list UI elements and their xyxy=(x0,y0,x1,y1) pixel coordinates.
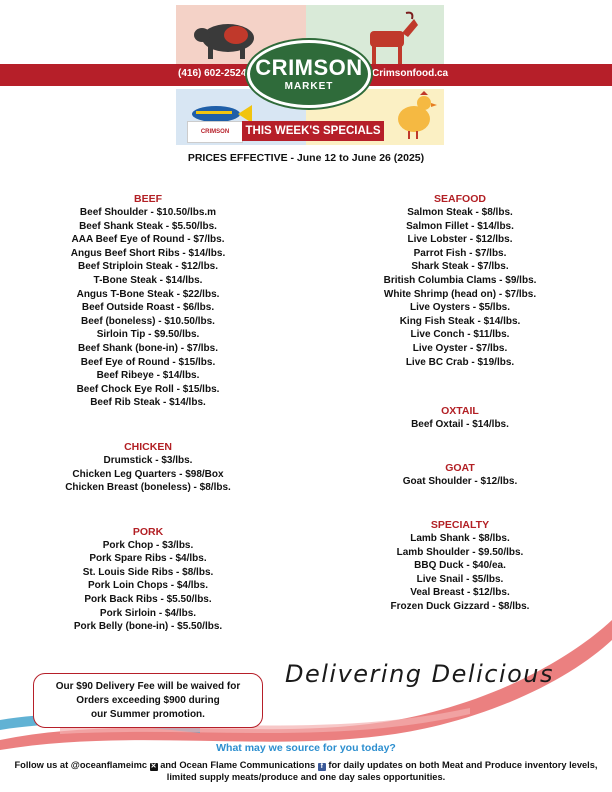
list-item: Beef (boneless) - $10.50/lbs. xyxy=(81,315,215,327)
website-link[interactable]: Crimsonfood.ca xyxy=(372,68,449,79)
section-title: GOAT xyxy=(445,462,475,474)
list-item: Live Oyster - $7/lbs. xyxy=(412,342,508,354)
list-item: Live BC Crab - $19/lbs. xyxy=(405,356,515,368)
beef-section xyxy=(28,193,268,410)
footer xyxy=(0,759,612,783)
list-item: Frozen Duck Gizzard - $8/lbs. xyxy=(390,600,530,612)
list-item: British Columbia Clams - $9/lbs. xyxy=(383,274,537,286)
list-item: Live Snail - $5/lbs. xyxy=(416,573,504,585)
footer-line-1 xyxy=(0,759,612,771)
goat-section xyxy=(340,462,580,489)
list-item: Pork Spare Ribs - $4/lbs. xyxy=(89,553,207,565)
footer-text: for daily updates on both Meat and Produce inventory levels, xyxy=(328,760,598,770)
specials-title: THIS WEEK'S SPECIALS xyxy=(242,121,384,141)
list-item: St. Louis Side Ribs - $8/lbs. xyxy=(82,566,214,578)
tagline: Delivering Delicious xyxy=(285,660,555,688)
list-item: Beef Shoulder - $10.50/lbs.m xyxy=(79,207,217,218)
list-item: Goat Shoulder - $12/lbs. xyxy=(402,476,518,487)
list-item: Lamb Shoulder - $9.50/lbs. xyxy=(396,546,524,558)
list-item: Chicken Breast (boneless) - $8/lbs. xyxy=(65,482,231,494)
left-column xyxy=(28,193,268,665)
list-item: Beef Rib Steak - $14/lbs. xyxy=(90,397,206,409)
list-item: Chicken Leg Quarters - $98/Box xyxy=(72,468,224,480)
list-item: Beef Striploin Steak - $12/lbs. xyxy=(77,261,219,273)
list-item: Angus T-Bone Steak - $22/lbs. xyxy=(76,288,220,300)
list-item: Lamb Shank - $8/lbs. xyxy=(410,533,510,544)
list-item: Parrot Fish - $7/lbs. xyxy=(413,247,507,259)
prices-effective: PRICES EFFECTIVE - June 12 to June 26 (2025) xyxy=(187,152,425,164)
seafood-section xyxy=(340,193,580,369)
logo-name: CRIMSON xyxy=(255,55,363,80)
list-item: Beef Eye of Round - $15/lbs. xyxy=(80,356,216,368)
list-item: Salmon Fillet - $14/lbs. xyxy=(406,220,514,232)
list-item: Beef Outside Roast - $6/lbs. xyxy=(81,302,215,314)
list-item: Pork Belly (bone-in) - $5.50/lbs. xyxy=(73,621,223,633)
crimson-market-logo xyxy=(247,40,371,108)
logo-sub: MARKET xyxy=(284,81,334,92)
mini-logo: CRIMSON xyxy=(187,121,243,143)
footer-text: and Ocean Flame Communications xyxy=(160,760,316,770)
delivery-line: Our $90 Delivery Fee will be waived for xyxy=(55,681,241,692)
list-item: Veal Breast - $12/lbs. xyxy=(410,587,510,599)
x-icon[interactable]: ✕ xyxy=(150,763,157,770)
list-item: T-Bone Steak - $14/lbs. xyxy=(93,274,203,286)
chicken-icon xyxy=(384,91,444,141)
list-item: Pork Sirloin - $4/lbs. xyxy=(99,607,197,619)
footer-text: Follow us at @oceanflameimc xyxy=(14,760,148,770)
delivery-line: our Summer promotion. xyxy=(91,709,205,720)
footer-line-2: limited supply meats/produce and one day sales opportunities. xyxy=(166,772,446,782)
list-item: Pork Back Ribs - $5.50/lbs. xyxy=(84,594,212,606)
list-item: Pork Chop - $3/lbs. xyxy=(102,539,194,551)
list-item: Sirloin Tip - $9.50/lbs. xyxy=(96,329,200,341)
facebook-icon[interactable]: f xyxy=(318,763,326,771)
list-item: Angus Beef Short Ribs - $14/lbs. xyxy=(70,247,226,259)
section-title: OXTAIL xyxy=(441,405,479,417)
list-item: Beef Shank Steak - $5.50/lbs. xyxy=(79,220,217,232)
section-title: PORK xyxy=(132,525,164,538)
list-item: Live Oysters - $5/lbs. xyxy=(409,302,511,314)
list-item: Beef Oxtail - $14/lbs. xyxy=(411,419,509,430)
delivery-notice xyxy=(33,673,263,728)
section-title: SPECIALTY xyxy=(430,519,490,531)
source-question: What may we source for you today? xyxy=(216,742,396,754)
section-title: CHICKEN xyxy=(124,440,172,453)
phone-number: (416) 602-2524 xyxy=(178,68,247,79)
list-item: Pork Loin Chops - $4/lbs. xyxy=(87,580,208,592)
list-item: Shark Steak - $7/lbs. xyxy=(411,261,509,273)
list-item: Drumstick - $3/lbs. xyxy=(103,454,193,466)
oxtail-section xyxy=(340,405,580,432)
list-item: AAA Beef Eye of Round - $7/lbs. xyxy=(71,234,225,246)
section-title: SEAFOOD xyxy=(434,193,486,205)
list-item: Salmon Steak - $8/lbs. xyxy=(407,207,513,218)
list-item: BBQ Duck - $40/ea. xyxy=(414,560,506,572)
list-item: Beef Shank (bone-in) - $7/lbs. xyxy=(77,342,219,354)
chicken-section xyxy=(28,441,268,495)
list-item: Live Conch - $11/lbs. xyxy=(410,329,510,341)
list-item: King Fish Steak - $14/lbs. xyxy=(399,315,521,327)
list-item: Beef Chock Eye Roll - $15/lbs. xyxy=(76,383,220,395)
list-item: Live Lobster - $12/lbs. xyxy=(407,234,513,246)
list-item: White Shrimp (head on) - $7/lbs. xyxy=(383,288,537,300)
section-title: BEEF xyxy=(133,193,162,205)
delivery-line: Orders exceeding $900 during xyxy=(76,695,220,706)
list-item: Beef Ribeye - $14/lbs. xyxy=(96,370,200,382)
